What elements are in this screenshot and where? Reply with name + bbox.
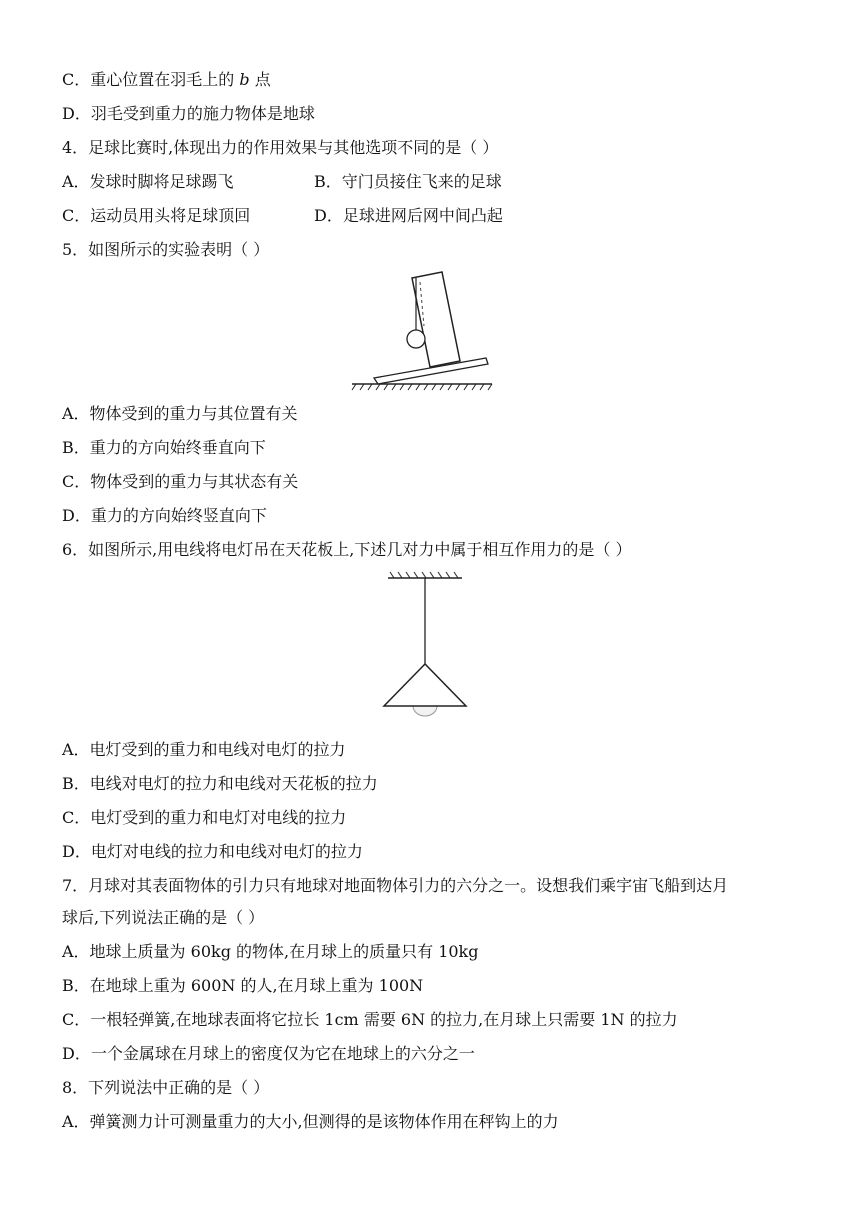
q4-option-d: D．足球进网后网中间凸起 <box>314 206 503 225</box>
q5-stem: 5．如图所示的实验表明（ ） <box>62 240 270 259</box>
q6-option-d: D．电灯对电线的拉力和电线对电灯的拉力 <box>62 842 363 861</box>
q7-option-a: A．地球上质量为 60kg 的物体,在月球上的质量只有 10kg <box>62 942 479 961</box>
q4-option-c: C．运动员用头将足球顶回 <box>62 206 251 225</box>
q6-option-b: B．电线对电灯的拉力和电线对天花板的拉力 <box>62 774 378 793</box>
q6-option-c: C．电灯受到的重力和电灯对电线的拉力 <box>62 808 347 827</box>
q6-stem: 6．如图所示,用电线将电灯吊在天花板上,下述几对力中属于相互作用力的是（ ） <box>62 540 632 559</box>
q3-option-c <box>62 70 271 90</box>
q4-option-b: B．守门员接住飞来的足球 <box>314 172 502 191</box>
q3-option-d: D．羽毛受到重力的施力物体是地球 <box>62 104 315 123</box>
q7-option-b: B．在地球上重为 600N 的人,在月球上重为 100N <box>62 976 424 995</box>
q7-option-d: D．一个金属球在月球上的密度仅为它在地球上的六分之一 <box>62 1044 475 1063</box>
q8-option-a: A．弹簧测力计可测量重力的大小,但测得的是该物体作用在秤钩上的力 <box>62 1112 559 1131</box>
q7-stem-line1: 7．月球对其表面物体的引力只有地球对地面物体引力的六分之一。设想我们乘宇宙飞船到达月 <box>62 876 729 895</box>
q4-stem: 4．足球比赛时,体现出力的作用效果与其他选项不同的是（ ） <box>62 138 499 157</box>
q7-option-c: C．一根轻弹簧,在地球表面将它拉长 1cm 需要 6N 的拉力,在月球上只需要 1N 的拉力 <box>62 1010 678 1029</box>
q3-option-c-text: C．重心位置在羽毛上的 <box>62 70 235 89</box>
q3-option-c-end: 点 <box>254 70 271 89</box>
q4-option-a: A．发球时脚将足球踢飞 <box>62 172 234 191</box>
plumb-line-incline-figure <box>348 268 498 394</box>
q5-option-d: D．重力的方向始终竖直向下 <box>62 506 267 525</box>
q8-stem: 8．下列说法中正确的是（ ） <box>62 1078 270 1097</box>
q6-option-a: A．电灯受到的重力和电线对电灯的拉力 <box>62 740 346 759</box>
q5-option-a: A．物体受到的重力与其位置有关 <box>62 404 298 423</box>
q3-option-c-variable: b <box>239 70 250 89</box>
q5-option-c: C．物体受到的重力与其状态有关 <box>62 472 299 491</box>
hanging-lamp-figure <box>380 570 470 726</box>
q7-stem-line2: 球后,下列说法正确的是（ ） <box>62 908 265 927</box>
q5-option-b: B．重力的方向始终垂直向下 <box>62 438 266 457</box>
